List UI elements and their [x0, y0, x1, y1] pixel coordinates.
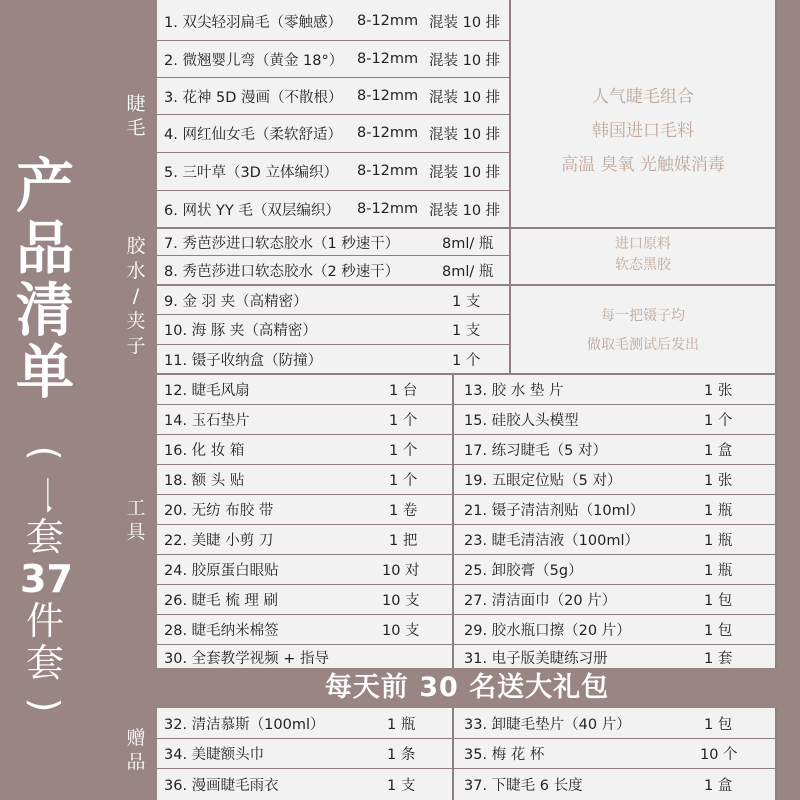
divider: [157, 614, 777, 615]
note-line: 做取毛测试后发出: [587, 337, 699, 353]
note-line: 每一把镊子均: [601, 308, 685, 324]
item-name: 17. 练习睫毛（5 对）: [464, 443, 608, 459]
category-tools: [115, 374, 157, 668]
item-spec: 8-12mm: [357, 13, 419, 29]
divider: [157, 255, 509, 256]
item-name: 21. 镊子清洁剂贴（10ml）: [464, 503, 645, 519]
item-qty: 10 对: [382, 563, 420, 579]
page-title: [10, 152, 80, 406]
item-qty: 1 个: [389, 413, 418, 429]
subtitle-char: 套: [25, 515, 64, 559]
item-qty: 1 把: [389, 533, 418, 549]
item-name: 35. 梅 花 杯: [464, 747, 545, 763]
item-qty: 1 卷: [389, 503, 418, 519]
item-qty: 1 支: [452, 323, 481, 339]
lashes-note: [511, 80, 775, 182]
category-char: 子: [126, 335, 146, 357]
category-char: 具: [126, 521, 146, 543]
item-name: 10. 海 豚 夹（高精密）: [164, 323, 317, 339]
category-char: /: [132, 285, 140, 307]
note-line: 进口原料: [615, 236, 671, 252]
item-qty: 1 瓶: [704, 563, 733, 579]
item-name: 12. 睫毛风扇: [164, 383, 250, 399]
category-char: 品: [126, 751, 146, 773]
item-qty: 1 支: [452, 293, 481, 310]
title-char: 产: [15, 152, 74, 220]
title-char: 单: [15, 338, 74, 406]
item-qty: 1 个: [452, 352, 481, 369]
divider: [157, 738, 777, 739]
note-line: 人气睫毛组合: [592, 87, 694, 107]
divider: [157, 344, 509, 345]
divider: [157, 40, 509, 41]
item-name: 14. 玉石垫片: [164, 413, 250, 429]
glue-note: [511, 234, 775, 276]
item-name: 25. 卸胶膏（5g）: [464, 563, 583, 579]
item-spec: 8-12mm: [357, 201, 419, 217]
item-name: 6. 网状 YY 毛（双层编织）: [164, 202, 340, 219]
item-qty: 混装 10 排: [429, 89, 501, 106]
divider: [157, 314, 509, 315]
category-char: 赠: [126, 727, 146, 749]
divider: [157, 190, 509, 191]
item-qty: 10 个: [700, 747, 738, 763]
divider: [157, 284, 777, 286]
item-qty: 1 个: [389, 473, 418, 489]
category-lashes: [115, 0, 157, 228]
divider: [157, 152, 509, 153]
item-name: 19. 五眼定位贴（5 对）: [464, 473, 622, 489]
category-char: 睫: [126, 93, 146, 115]
title-char: 清: [15, 276, 74, 344]
item-name: 9. 金 羽 夹（高精密）: [164, 293, 308, 310]
item-qty: 1 条: [387, 747, 416, 763]
divider: [157, 434, 777, 435]
category-char: 毛: [126, 117, 146, 139]
title-area: [0, 0, 100, 800]
divider: [157, 373, 777, 375]
divider: [157, 77, 509, 78]
item-name: 27. 清洁面巾（20 片）: [464, 593, 617, 609]
item-qty: 1 瓶: [387, 717, 416, 733]
item-name: 4. 网红仙女毛（柔软舒适）: [164, 126, 342, 143]
item-name: 3. 花神 5D 漫画（不散根）: [164, 89, 343, 106]
item-name: 15. 硅胶人头模型: [464, 413, 579, 429]
subtitle-char: 套: [25, 641, 64, 685]
item-name: 37. 下睫毛 6 长度: [464, 778, 583, 794]
item-name: 18. 额 头 贴: [164, 473, 245, 489]
item-name: 33. 卸睫毛垫片（40 片）: [464, 717, 631, 733]
item-name: 24. 胶原蛋白眼贴: [164, 563, 279, 579]
item-spec: 8-12mm: [357, 51, 419, 67]
category-gifts: [115, 668, 157, 800]
item-name: 29. 胶水瓶口擦（20 片）: [464, 623, 631, 639]
item-qty: 1 包: [704, 717, 733, 733]
item-name: 22. 美睫 小剪 刀: [164, 533, 274, 549]
item-qty: 10 支: [382, 623, 420, 639]
title-char: 品: [15, 214, 74, 282]
divider: [452, 374, 454, 668]
item-qty: 1 盒: [704, 778, 733, 794]
category-char: 水: [126, 260, 146, 282]
item-name: 1. 双尖轻羽扁毛（零触感）: [164, 14, 342, 31]
divider: [452, 708, 454, 800]
item-qty: 1 包: [704, 593, 733, 609]
item-qty: 1 瓶: [704, 533, 733, 549]
divider: [157, 768, 777, 769]
page-subtitle: [20, 432, 73, 726]
divider: [157, 584, 777, 585]
subtitle-char: ): [23, 697, 67, 713]
item-name: 30. 全套教学视频 + 指导: [164, 650, 330, 667]
subtitle-char: (: [23, 445, 67, 461]
item-name: 13. 胶 水 垫 片: [464, 383, 564, 399]
divider: [157, 227, 777, 229]
item-name: 31. 电子版美睫练习册: [464, 650, 608, 667]
item-qty: 1 张: [704, 383, 733, 399]
item-spec: 8-12mm: [357, 163, 419, 179]
item-qty: 10 支: [382, 593, 420, 609]
item-qty: 混装 10 排: [429, 164, 501, 181]
divider: [157, 464, 777, 465]
note-line: 软态黑胶: [615, 257, 671, 273]
divider: [157, 524, 777, 525]
category-glue-tweezers: [115, 228, 157, 374]
item-name: 16. 化 妆 箱: [164, 443, 245, 459]
category-char: 夹: [126, 310, 146, 332]
item-qty: 混装 10 排: [429, 52, 501, 69]
item-qty: 8ml/ 瓶: [442, 263, 494, 280]
divider: [157, 494, 777, 495]
item-name: 23. 睫毛清洁液（100ml）: [464, 533, 639, 549]
item-qty: 1 张: [704, 473, 733, 489]
item-qty: 1 个: [704, 413, 733, 429]
item-qty: 1 个: [389, 443, 418, 459]
item-name: 28. 睫毛纳米棉签: [164, 623, 279, 639]
item-qty: 1 瓶: [704, 503, 733, 519]
item-qty: 1 台: [389, 383, 418, 399]
item-qty: 1 盒: [704, 443, 733, 459]
item-qty: 混装 10 排: [429, 126, 501, 143]
divider: [157, 404, 777, 405]
item-name: 32. 清洁慕斯（100ml）: [164, 717, 325, 733]
item-name: 36. 漫画睫毛雨衣: [164, 778, 279, 794]
promo-banner: 每天前 30 名送大礼包: [157, 668, 777, 708]
item-name: 34. 美睫额头巾: [164, 747, 265, 763]
category-char: 胶: [126, 235, 146, 257]
note-line: 高温 臭氧 光触媒消毒: [561, 155, 725, 175]
item-name: 20. 无纺 布胶 带: [164, 503, 274, 519]
item-qty: 混装 10 排: [429, 202, 501, 219]
item-qty: 1 支: [387, 778, 416, 794]
item-qty: 8ml/ 瓶: [442, 235, 494, 252]
category-char: 工: [126, 497, 146, 519]
item-spec: 8-12mm: [357, 125, 419, 141]
item-qty: 混装 10 排: [429, 14, 501, 31]
item-name: 11. 镊子收纳盒（防撞）: [164, 352, 323, 369]
divider: [157, 554, 777, 555]
item-qty: 1 套: [704, 650, 733, 667]
note-line: 韩国进口毛料: [592, 121, 694, 141]
item-name: 26. 睫毛 梳 理 刷: [164, 593, 278, 609]
item-name: 7. 秀芭莎进口软态胶水（1 秒速干）: [164, 235, 400, 252]
subtitle-char: 一: [23, 475, 67, 514]
item-qty: 1 包: [704, 623, 733, 639]
tweezers-note: [511, 302, 775, 360]
item-name: 5. 三叶草（3D 立体编织）: [164, 164, 338, 181]
item-name: 2. 微翘婴儿弯（黄金 18°）: [164, 52, 344, 69]
divider: [157, 114, 509, 115]
item-spec: 8-12mm: [357, 88, 419, 104]
item-name: 8. 秀芭莎进口软态胶水（2 秒速干）: [164, 263, 400, 280]
subtitle-char: 37: [20, 557, 73, 601]
divider: [157, 644, 777, 645]
subtitle-char: 件: [25, 599, 64, 643]
